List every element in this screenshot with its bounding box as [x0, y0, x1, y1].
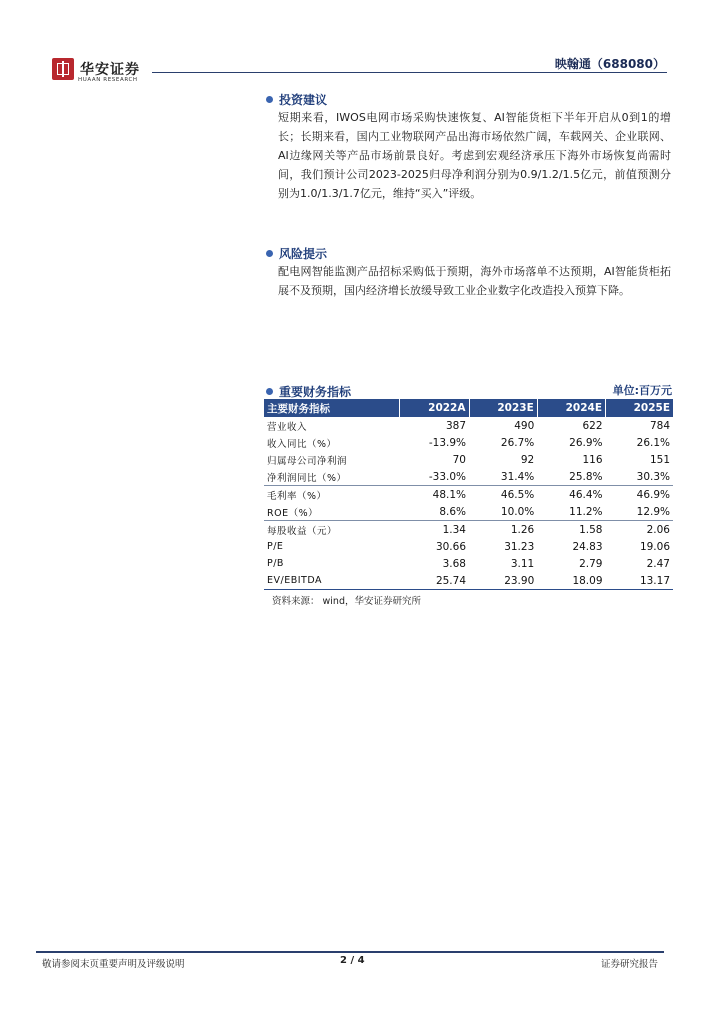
table-cell: 24.83 [572, 540, 603, 553]
row-label: 毛利率（%） [264, 486, 399, 504]
row-label: 每股收益（元） [264, 521, 399, 539]
row-label: EV/EBITDA [264, 572, 399, 590]
table-cell: 490 [514, 419, 535, 432]
table-header-cell: 2024E [537, 399, 605, 417]
investment-paragraph: 短期来看，IWOS电网市场采购快速恢复、AI智能货柜下半年开启从0到1的增长；长期来看，国内工业物联网产品出海市场依然广阔，车载网关、企业联网、AI边缘网关等产品市场前景良好。考虑到宏观经济承压下海外市场恢复尚需时间，我们预计公司2023-2025归母净利润分别为0.9/1.2/1.5亿元，前值预测分别为1.0/1.3/1.7亿元，维持“买入”评级。 [278, 111, 671, 200]
table-cell: 26.1% [636, 436, 670, 449]
company-logo [52, 58, 152, 86]
table-row [264, 538, 673, 555]
row-label: ROE（%） [267, 507, 319, 519]
table-cell: 116 [582, 453, 603, 466]
table-header-cell: 2025E [606, 399, 674, 417]
logo-text: 华安证券 [80, 62, 140, 78]
investment-heading-text: 投资建议 [279, 93, 328, 107]
financials-heading-text: 重要财务指标 [279, 385, 352, 399]
table-cell: 2.47 [646, 557, 670, 570]
table-header-cell: 主要财务指标 [264, 399, 399, 417]
table-header-cell: 2022A [399, 399, 469, 417]
table-header-row [264, 399, 673, 417]
table-cell: 25.8% [569, 470, 603, 483]
table-cell: 8.6% [439, 505, 466, 518]
logo-subtext: HUAAN RESEARCH [78, 77, 138, 83]
row-label: 营业收入 [267, 421, 308, 433]
table-cell: 3.11 [510, 557, 535, 570]
table-cell: 92 [520, 453, 535, 466]
table-cell: -33.0% [428, 470, 466, 483]
table-cell: 10.0% [500, 505, 535, 518]
risk-paragraph: 配电网智能监测产品招标采购低于预期，海外市场落单不达预期，AI智能货柜拓展不及预期，国内经济增长放缓导致工业企业数字化改造投入预算下降。 [278, 265, 671, 297]
table-cell: 25.74 [399, 572, 469, 590]
table-row [264, 417, 673, 434]
table-cell: 13.17 [606, 572, 674, 590]
financials-heading [266, 383, 351, 400]
table-cell: 387 [445, 419, 466, 432]
row-label: 净利润同比（%） [267, 472, 347, 484]
table-cell: 70 [452, 453, 466, 466]
table-cell: 1.58 [537, 521, 605, 539]
table-cell: 48.1% [399, 486, 469, 504]
table-cell: 46.4% [537, 486, 605, 504]
table-cell: 622 [582, 419, 603, 432]
unit-label: 单位:百万元 [612, 384, 672, 397]
table-cell: 23.90 [469, 572, 537, 590]
company-ticker: 映翰通（688080） [554, 57, 665, 71]
financial-table [264, 399, 673, 590]
table-cell: 19.06 [639, 540, 670, 553]
seal-icon [52, 58, 74, 80]
row-label: P/B [267, 558, 284, 569]
table-row [264, 468, 673, 486]
table-cell: 26.9% [569, 436, 603, 449]
table-row [264, 503, 673, 521]
footer-disclaimer: 敬请参阅末页重要声明及评级说明 [42, 959, 185, 970]
table-cell: 12.9% [636, 505, 670, 518]
investment-heading [266, 91, 327, 108]
row-label: 收入同比（%） [267, 438, 337, 450]
bullet-dot-icon [266, 250, 273, 257]
bullet-dot-icon [266, 388, 273, 395]
table-cell: 151 [649, 453, 670, 466]
table-cell: 26.7% [500, 436, 535, 449]
table-row [264, 555, 673, 572]
table-cell: 1.26 [469, 521, 537, 539]
table-cell: 31.23 [504, 540, 535, 553]
risk-heading-text: 风险提示 [279, 247, 328, 261]
table-row [264, 434, 673, 451]
row-label: P/E [267, 541, 284, 552]
table-cell: 31.4% [500, 470, 535, 483]
row-label: 归属母公司净利润 [267, 455, 348, 467]
table-row [264, 486, 673, 504]
table-cell: -13.9% [428, 436, 466, 449]
table-row [264, 521, 673, 539]
table-header-cell: 2023E [469, 399, 537, 417]
table-cell: 30.66 [435, 540, 466, 553]
header-divider [152, 72, 667, 73]
table-cell: 18.09 [537, 572, 605, 590]
table-cell: 2.06 [606, 521, 674, 539]
table-cell: 1.34 [399, 521, 469, 539]
table-cell: 11.2% [569, 505, 603, 518]
table-cell: 3.68 [442, 557, 466, 570]
page-number: 2 / 4 [340, 955, 365, 966]
bullet-dot-icon [266, 96, 273, 103]
table-cell: 46.9% [606, 486, 674, 504]
table-cell: 2.79 [579, 557, 603, 570]
table-source-note: 资料来源： wind，华安证券研究所 [272, 596, 421, 607]
table-row [264, 572, 673, 590]
footer-divider [36, 951, 664, 953]
table-cell: 30.3% [636, 470, 670, 483]
table-cell: 784 [649, 419, 670, 432]
table-cell: 46.5% [469, 486, 537, 504]
risk-heading [266, 245, 327, 262]
table-row [264, 451, 673, 468]
footer-report-type: 证券研究报告 [600, 959, 658, 970]
